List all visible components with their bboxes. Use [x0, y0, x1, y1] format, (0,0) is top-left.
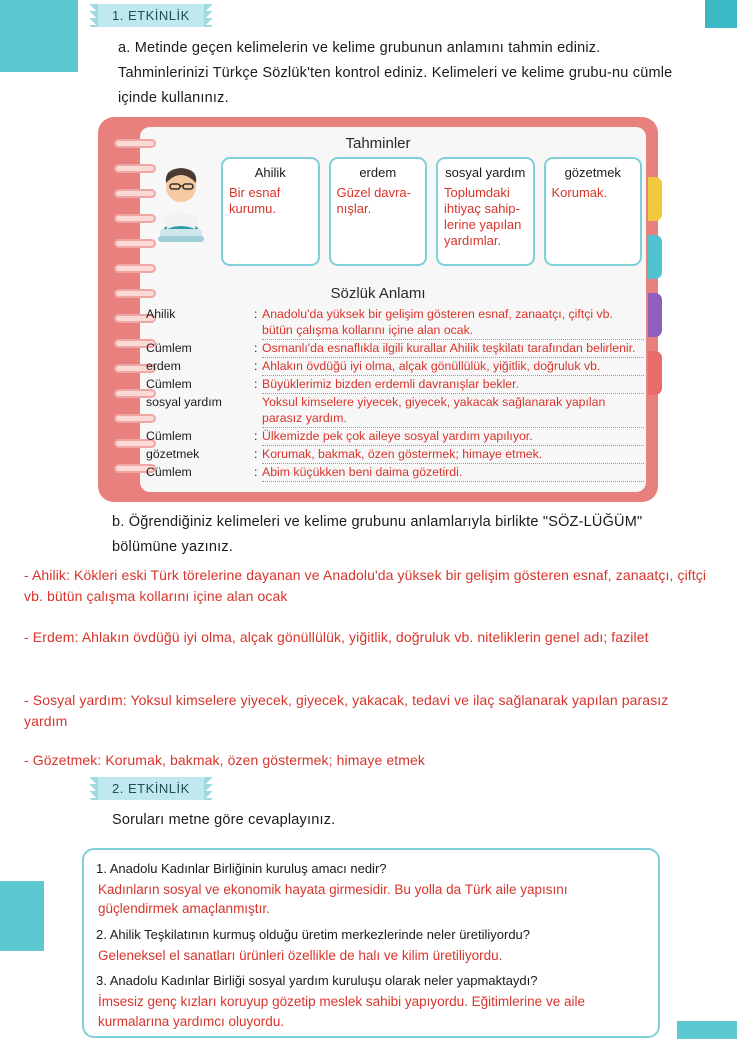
question-1: 1. Anadolu Kadınlar Birliğinin kuruluş amacı nedir?	[96, 861, 387, 876]
guess-box-4	[544, 157, 643, 266]
guess-table-title: Tahminler	[345, 135, 411, 152]
activity-2-banner	[96, 777, 206, 800]
guess-box-2	[329, 157, 428, 266]
activity-1-banner-label: 1. ETKİNLİK	[112, 8, 190, 23]
dictionary-list	[146, 307, 644, 483]
guess-box-3	[436, 157, 535, 266]
guess-answer-2: Güzel davra-nışlar.	[336, 184, 411, 216]
notebook-tabs	[648, 177, 662, 409]
dictionary-definition: Ülkemizde pek çok aileye sosyal yardım yapılıyor.	[262, 429, 644, 446]
dictionary-colon: :	[254, 376, 258, 391]
guess-answer-4: Korumak.	[551, 184, 608, 200]
dictionary-row	[146, 465, 644, 482]
guess-word-3: sosyal yardım	[445, 165, 526, 180]
dictionary-term: Cümlem	[146, 376, 192, 391]
dictionary-colon: :	[254, 358, 258, 373]
dictionary-definition: Osmanlı'da esnaflıkla ilgili kurallar Ahilik teşkilatı tarafından belirlenir.	[262, 341, 644, 358]
guess-answer-3: Toplumdaki ihtiyaç sahip-lerine yapılan yardımlar.	[444, 184, 522, 249]
dictionary-term: erdem	[146, 358, 181, 373]
dictionary-definition: Yoksul kimselere yiyecek, giyecek, yakacak sağlanarak yapılan parasız yardım.	[262, 395, 644, 428]
dictionary-row	[146, 341, 644, 358]
activity-1-instruction-b: b. Öğrendiğiniz kelimeleri ve kelime grubunu anlamlarıyla birlikte "SÖZ-LÜĞÜM" bölümüne yazınız.	[112, 514, 643, 555]
dictionary-colon: :	[254, 428, 258, 443]
vocab-answer-erdem: - Erdem: Ahlakın övdüğü iyi olma, alçak gönüllülük, yiğitlik, doğruluk vb. niteliklerin genel adı; fazilet	[24, 629, 649, 645]
dictionary-colon: :	[254, 307, 258, 321]
activity-1-banner	[96, 4, 206, 27]
dictionary-term: Cümlem	[146, 464, 192, 479]
activity-2-banner-label: 2. ETKİNLİK	[112, 781, 190, 796]
guess-answer-1: Bir esnaf kurumu.	[229, 184, 281, 216]
guess-row	[150, 157, 642, 266]
decor-corner-bottom-right	[677, 1021, 737, 1039]
notebook-tab-4	[648, 351, 662, 395]
dictionary-term: Cümlem	[146, 340, 192, 355]
vocab-answer-ahilik: - Ahilik: Kökleri eski Türk törelerine dayanan ve Anadolu'da yüksek bir gelişim gösteren esnaf, zanaatçı, çiftçi vb. bütün çalışma kollarını içine alan ocak	[24, 567, 707, 604]
question-3: 3. Anadolu Kadınlar Birliği sosyal yardım kuruluşu olarak neler yapmaktaydı?	[96, 973, 538, 989]
vocab-answer-gozetmek: - Gözetmek: Korumak, bakmak, özen göstermek; himaye etmek	[24, 752, 425, 768]
dictionary-definition: Ahlakın övdüğü iyi olma, alçak gönüllülük, yiğitlik, doğruluk vb.	[262, 359, 644, 376]
guess-word-2: erdem	[359, 165, 397, 180]
answer-2: Geleneksel el sanatları ürünleri özellikle de halı ve kilim üretiliyordu.	[98, 947, 503, 963]
dictionary-definition: Abim küçükken beni daima gözetirdi.	[262, 465, 644, 482]
dictionary-definition: Anadolu'da yüksek bir gelişim gösteren esnaf, zanaatçı, çiftçi vb. bütün çalışma kollarını içine alan ocak.	[262, 307, 644, 340]
guess-word-1: Ahilik	[254, 165, 286, 180]
dictionary-term: Ahilik	[146, 307, 176, 321]
dictionary-colon: :	[254, 446, 258, 461]
dictionary-term: gözetmek	[146, 446, 200, 461]
dictionary-row	[146, 359, 644, 376]
dictionary-colon: :	[254, 340, 258, 355]
activity-2-instruction: Soruları metne göre cevaplayınız.	[112, 812, 336, 828]
decor-corner-top-left	[0, 0, 78, 72]
questions-box	[82, 848, 660, 1038]
dictionary-definition: Büyüklerimiz bizden erdemli davranışlar bekler.	[262, 377, 644, 394]
decor-corner-bottom-left	[0, 881, 44, 951]
dictionary-colon: :	[254, 464, 258, 479]
dictionary-row	[146, 395, 644, 428]
answer-1: Kadınların sosyal ve ekonomik hayata girmesidir. Bu yolla da Türk aile yapısını güçlendirmek amaçlanmıştır.	[98, 881, 568, 917]
student-illustration	[150, 157, 212, 266]
notebook-card	[98, 117, 658, 502]
guess-word-4: gözetmek	[564, 165, 621, 180]
notebook-tab-2	[648, 235, 662, 279]
question-2: 2. Ahilik Teşkilatının kurmuş olduğu üretim merkezlerinde neler üretiliyordu?	[96, 926, 531, 942]
dictionary-row	[146, 377, 644, 394]
dictionary-definition: Korumak, bakmak, özen göstermek; himaye etmek.	[262, 447, 644, 464]
activity-1-instruction-a: a. Metinde geçen kelimelerin ve kelime grubunun anlamını tahmin ediniz. Tahminlerinizi Türkçe Sözlük'ten kontrol ediniz. Kelimeleri ve kelime grubu-nu cümle içinde kullanınız.	[118, 40, 673, 106]
decor-corner-top-right	[705, 0, 737, 28]
notebook-tab-3	[648, 293, 662, 337]
dictionary-row	[146, 429, 644, 446]
dictionary-term: Cümlem	[146, 428, 192, 443]
dictionary-row	[146, 447, 644, 464]
dictionary-title: Sözlük Anlamı	[330, 285, 426, 302]
guess-box-1	[221, 157, 320, 266]
dictionary-row	[146, 307, 644, 340]
student-icon	[150, 157, 212, 261]
answer-3: İmsesiz genç kızları koruyup gözetip meslek sahibi yapıyordu. Eğitimlerine ve aile kurmalarına yardımcı oluyordu.	[98, 994, 585, 1029]
vocab-answer-sosyal-yardim: - Sosyal yardım: Yoksul kimselere yiyecek, giyecek, yakacak, tedavi ve ilaç sağlanarak yapılan parasız yardım	[24, 692, 669, 729]
notebook-tab-1	[648, 177, 662, 221]
dictionary-term: sosyal yardım	[146, 394, 222, 409]
